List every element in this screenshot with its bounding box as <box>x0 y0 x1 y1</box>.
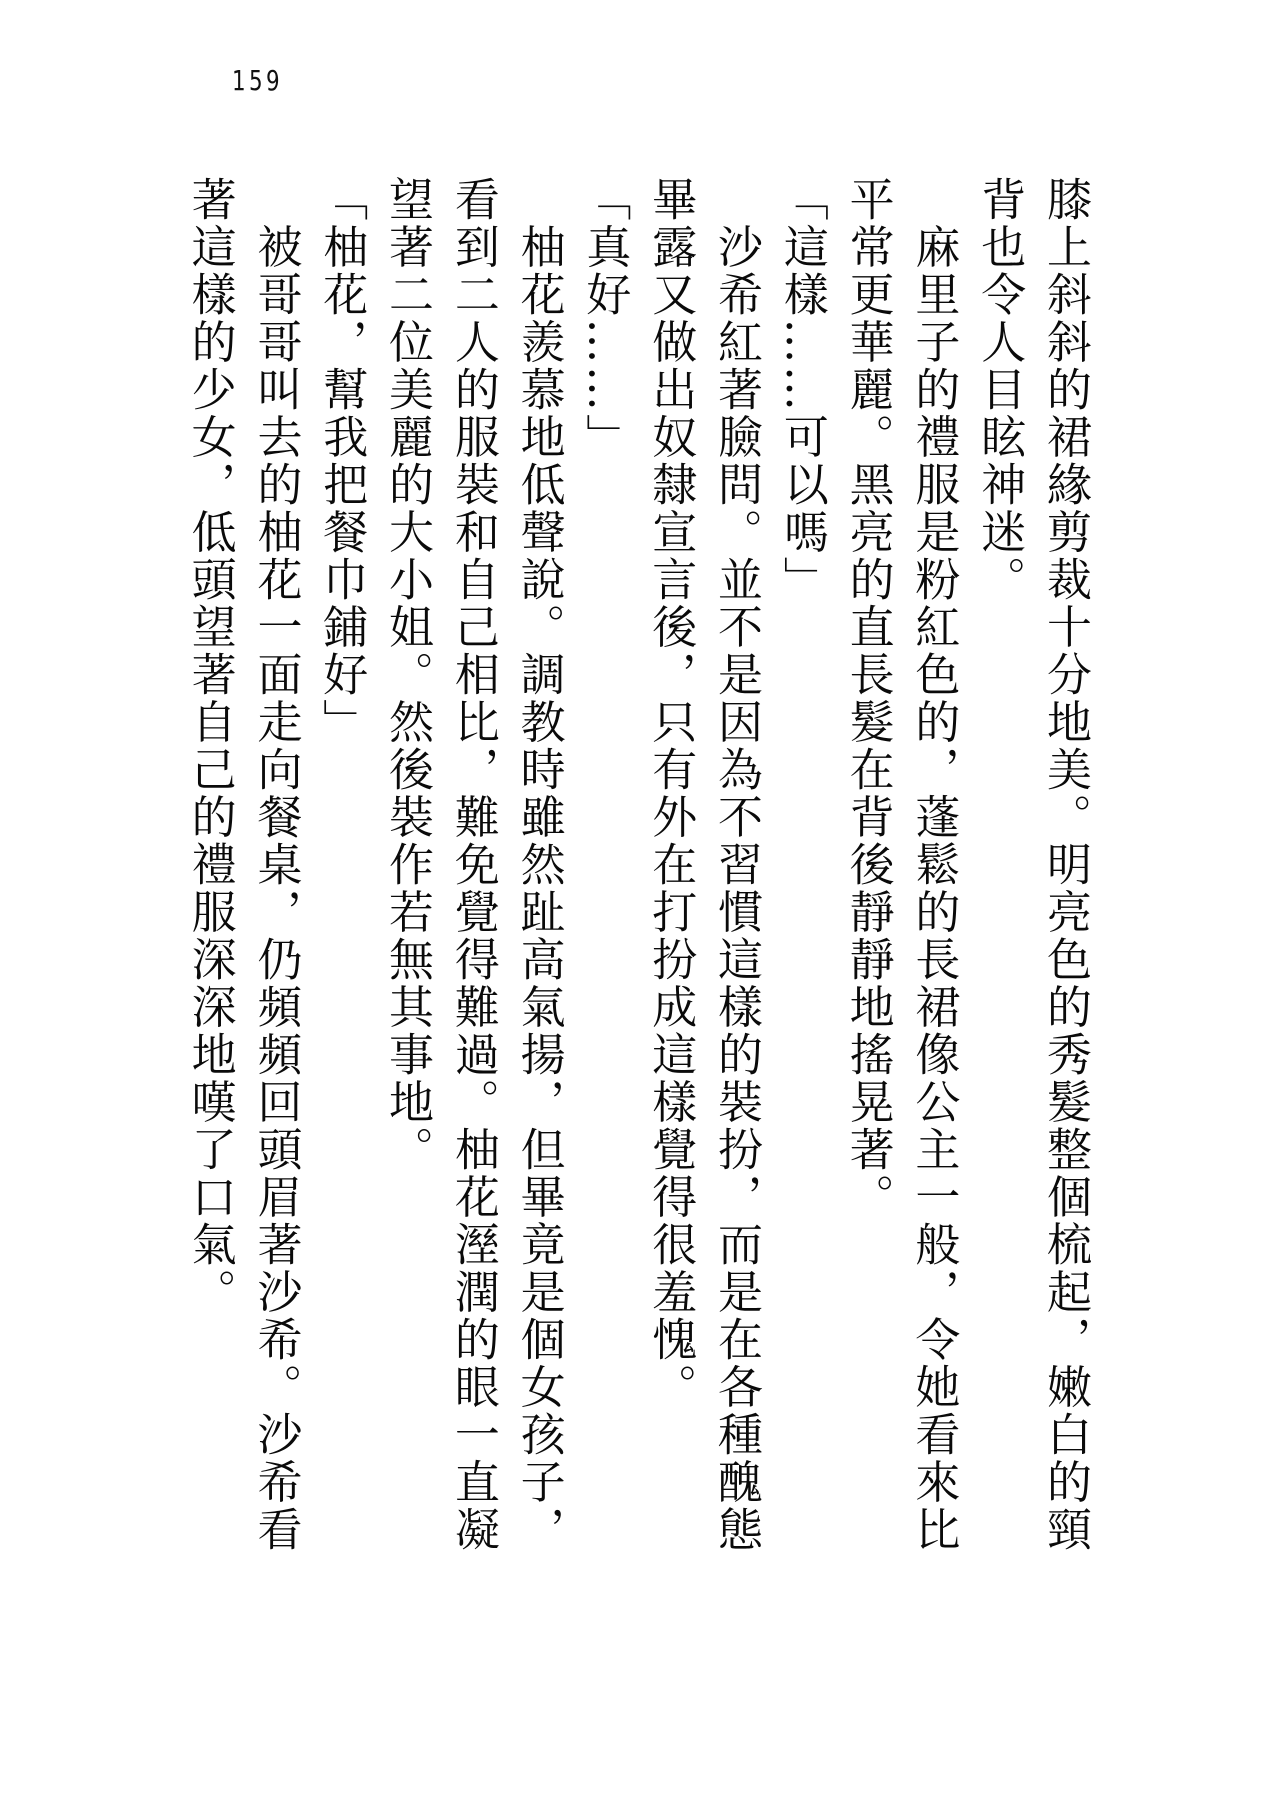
text-column: 被哥哥叫去的柚花一面走向餐桌，仍頻頻回頭眉著沙希。沙希看 <box>249 176 303 1554</box>
text-column: 柚花羨慕地低聲說。調教時雖然趾高氣揚，但畢竟是個女孩子， <box>512 176 566 1554</box>
text-column: 望著二位美麗的大小姐。然後裝作若無其事地。 <box>381 176 435 1174</box>
dialogue-column: 「真好……」 <box>578 176 632 461</box>
text-column: 膝上斜斜的裙緣剪裁十分地美。明亮色的秀髮整個梳起，嫩白的頸 <box>1039 176 1092 1554</box>
vertical-text-body <box>177 176 1098 1636</box>
text-column: 看到二人的服裝和自己相比，難免覺得難過。柚花溼潤的眼一直凝 <box>446 176 500 1554</box>
text-column: 沙希紅著臉問。並不是因為不習慣這樣的裝扮，而是在各種醜態 <box>710 176 764 1554</box>
text-column: 平常更華麗。黑亮的直長髮在背後靜靜地搖晃著。 <box>841 176 895 1221</box>
text-column: 麻里子的禮服是粉紅色的，蓬鬆的長裙像公主一般，令她看來比 <box>907 176 961 1554</box>
dialogue-column: 「柚花，幫我把餐巾鋪好」 <box>315 176 369 746</box>
dialogue-column: 「這樣……可以嗎」 <box>775 176 829 604</box>
text-column: 著這樣的少女，低頭望著自己的禮服深深地嘆了口氣。 <box>183 176 237 1316</box>
page-number: 159 <box>232 64 284 97</box>
text-column: 畢露又做出奴隸宣言後，只有外在打扮成這樣覺得很羞愧。 <box>644 176 698 1411</box>
text-column: 背也令人目眩神迷。 <box>973 176 1027 604</box>
